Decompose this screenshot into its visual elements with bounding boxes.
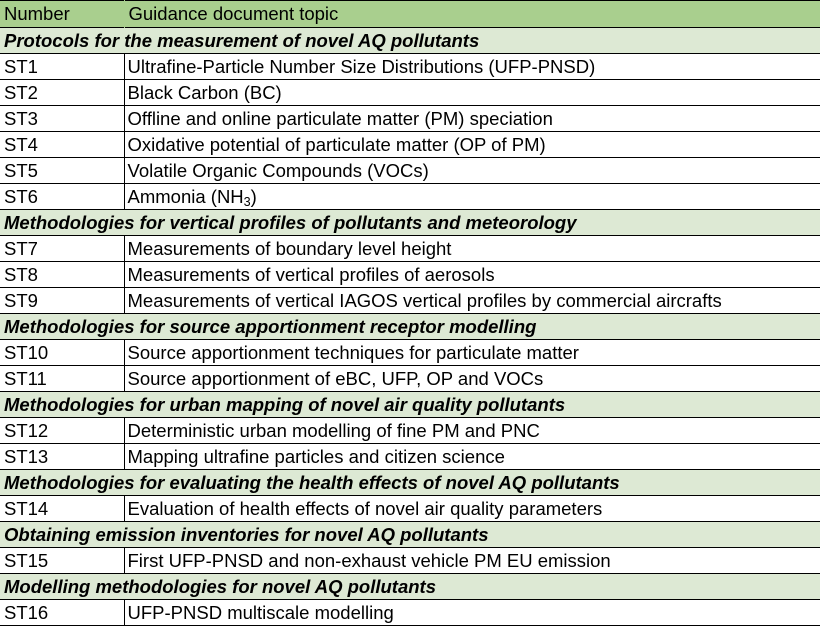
row-number-cell: ST9 [0,288,124,314]
row-topic-cell: Measurements of vertical IAGOS vertical profiles by commercial aircrafts [124,288,820,314]
row-topic-cell: Oxidative potential of particulate matter (OP of PM) [124,132,820,158]
section-title: Protocols for the measurement of novel AQ pollutants [0,28,820,54]
topic-subscript: 3 [243,194,251,209]
row-number-cell: ST16 [0,600,124,626]
row-number-cell: ST8 [0,262,124,288]
table-row [0,80,820,106]
table-row [0,600,820,626]
row-number-cell: ST15 [0,548,124,574]
section-title: Modelling methodologies for novel AQ pollutants [0,574,820,600]
row-topic-cell: Measurements of boundary level height [124,236,820,262]
row-number-cell: ST14 [0,496,124,522]
table-row [0,288,820,314]
row-topic-cell: First UFP-PNSD and non-exhaust vehicle PM EU emission [124,548,820,574]
row-number-cell: ST2 [0,80,124,106]
topic-text-suffix: ) [250,185,257,207]
row-number-cell: ST5 [0,158,124,184]
section-header-row [0,28,820,54]
table-header [0,1,820,28]
section-title: Obtaining emission inventories for novel AQ pollutants [0,522,820,548]
row-topic-cell: Ultrafine-Particle Number Size Distributions (UFP-PNSD) [124,54,820,80]
table-row [0,444,820,470]
section-header-row [0,574,820,600]
table-row [0,236,820,262]
row-number-cell: ST12 [0,418,124,444]
section-title: Methodologies for source apportionment receptor modelling [0,314,820,340]
row-number-cell: ST10 [0,340,124,366]
column-header-topic: Guidance document topic [124,1,820,28]
table-row [0,496,820,522]
table-row [0,366,820,392]
row-topic-cell: Source apportionment techniques for particulate matter [124,340,820,366]
topic-text: Ammonia (NH [127,185,244,207]
row-topic-cell: Evaluation of health effects of novel air quality parameters [124,496,820,522]
section-header-row [0,392,820,418]
section-header-row [0,210,820,236]
row-topic-cell [124,184,820,210]
table-row [0,184,820,210]
section-title: Methodologies for vertical profiles of pollutants and meteorology [0,210,820,236]
section-header-row [0,314,820,340]
table-row [0,106,820,132]
row-topic-cell: Measurements of vertical profiles of aerosols [124,262,820,288]
table-body [0,28,820,626]
section-title: Methodologies for urban mapping of novel air quality pollutants [0,392,820,418]
table-row [0,340,820,366]
table-row [0,54,820,80]
row-topic-cell: Mapping ultrafine particles and citizen science [124,444,820,470]
table-row [0,262,820,288]
section-header-row [0,470,820,496]
row-topic-cell: Source apportionment of eBC, UFP, OP and VOCs [124,366,820,392]
column-header-number: Number [0,1,124,28]
row-topic-cell: Offline and online particulate matter (PM) speciation [124,106,820,132]
row-number-cell: ST1 [0,54,124,80]
section-header-row [0,522,820,548]
section-title: Methodologies for evaluating the health effects of novel AQ pollutants [0,470,820,496]
table-row [0,418,820,444]
row-topic-cell: UFP-PNSD multiscale modelling [124,600,820,626]
row-number-cell: ST6 [0,184,124,210]
table-row [0,158,820,184]
row-topic-cell: Black Carbon (BC) [124,80,820,106]
row-number-cell: ST3 [0,106,124,132]
row-number-cell: ST11 [0,366,124,392]
row-number-cell: ST7 [0,236,124,262]
header-row [0,1,820,28]
row-topic-cell: Deterministic urban modelling of fine PM and PNC [124,418,820,444]
row-topic-cell: Volatile Organic Compounds (VOCs) [124,158,820,184]
row-number-cell: ST4 [0,132,124,158]
table-row [0,548,820,574]
row-number-cell: ST13 [0,444,124,470]
table-row [0,132,820,158]
